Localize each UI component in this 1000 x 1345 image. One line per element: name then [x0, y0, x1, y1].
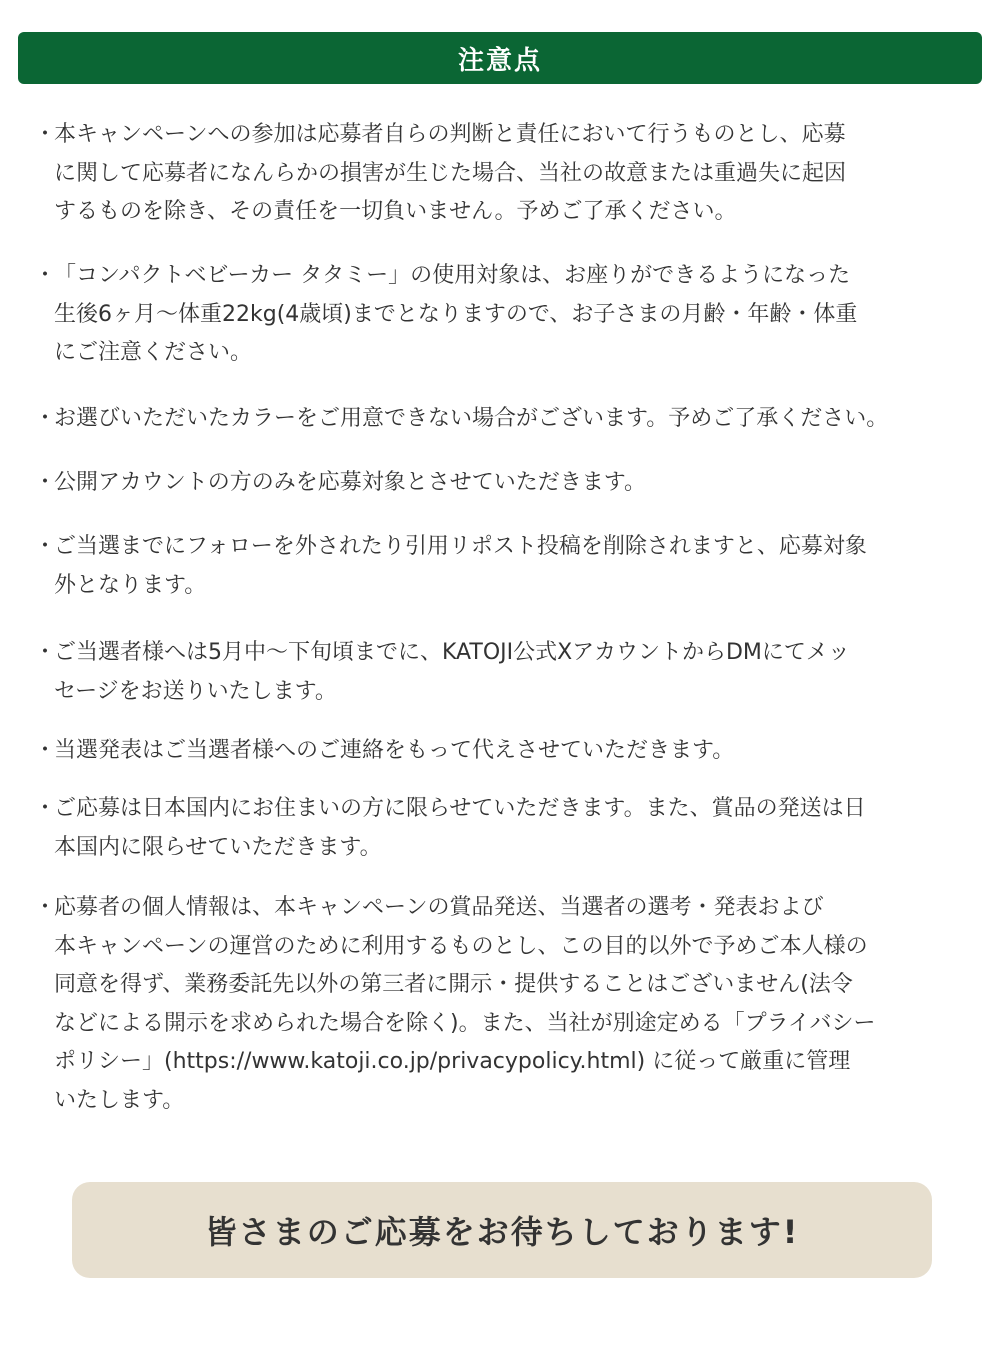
- note-bullet: ・: [34, 534, 57, 559]
- note-item: [34, 528, 974, 605]
- note-item: [34, 464, 974, 503]
- note-item: [34, 889, 974, 1120]
- note-item: [34, 400, 974, 439]
- note-bullet: ・: [34, 640, 57, 665]
- cta-banner: [72, 1182, 932, 1278]
- note-text: 公開アカウントの方のみを応募対象とさせていただきます。: [54, 470, 647, 495]
- note-bullet: ・: [34, 470, 57, 495]
- note-bullet: ・: [34, 738, 57, 763]
- note-bullet: ・: [34, 263, 57, 288]
- cta-text: 皆さまのご応募をお待ちしております!: [204, 1213, 800, 1251]
- note-bullet: ・: [34, 122, 57, 147]
- note-text: ご応募は日本国内にお住まいの方に限らせていただきます。また、賞品の発送は日 本国内に限らせていただきます。: [54, 796, 866, 860]
- note-bullet: ・: [34, 796, 57, 821]
- note-item: [34, 732, 974, 771]
- note-text: お選びいただいたカラーをご用意できない場合がございます。予めご了承ください。: [54, 406, 889, 431]
- note-item: [34, 634, 974, 711]
- note-text: 本キャンペーンへの参加は応募者自らの判断と責任において行うものとし、応募 に関して応募者になんらかの損害が生じた場合、当社の故意または重過失に起因 するものを除き、その責任を一切負いません。予めご了承ください。: [54, 122, 847, 224]
- note-bullet: ・: [34, 406, 57, 431]
- note-text: 「コンパクトベビーカー タタミー」の使用対象は、お座りができるようになった 生後6ヶ月〜体重22kg(4歳頃)までとなりますので、お子さまの月齢・年齢・体重 にご注意ください。: [54, 263, 858, 365]
- note-text: ご当選までにフォローを外されたり引用リポスト投稿を削除されますと、応募対象 外となります。: [54, 534, 867, 598]
- note-text: ご当選者様へは5月中〜下旬頃までに、KATOJI公式XアカウントからDMにてメッ セージをお送りいたします。: [54, 640, 850, 704]
- note-bullet: ・: [34, 895, 57, 920]
- notes-header-title: 注意点: [457, 45, 542, 76]
- note-item: [34, 116, 974, 232]
- note-item: [34, 790, 974, 867]
- notes-header-bar: [18, 32, 982, 84]
- note-text: 応募者の個人情報は、本キャンペーンの賞品発送、当選者の選考・発表および 本キャンペーンの運営のために利用するものとし、この目的以外で予めご本人様の 同意を得ず、業務委託先以外の第三者に開示・提供することはございません(法令 などによる開示を求められた場合を除く)。また、当社が別途定める「プライバシー ポリシー」(https://www.katoji.co.jp/privacypolicy.html) に従って厳重に管理 いたします。: [54, 895, 876, 1113]
- note-text: 当選発表はご当選者様へのご連絡をもって代えさせていただきます。: [54, 738, 735, 763]
- note-item: [34, 257, 974, 373]
